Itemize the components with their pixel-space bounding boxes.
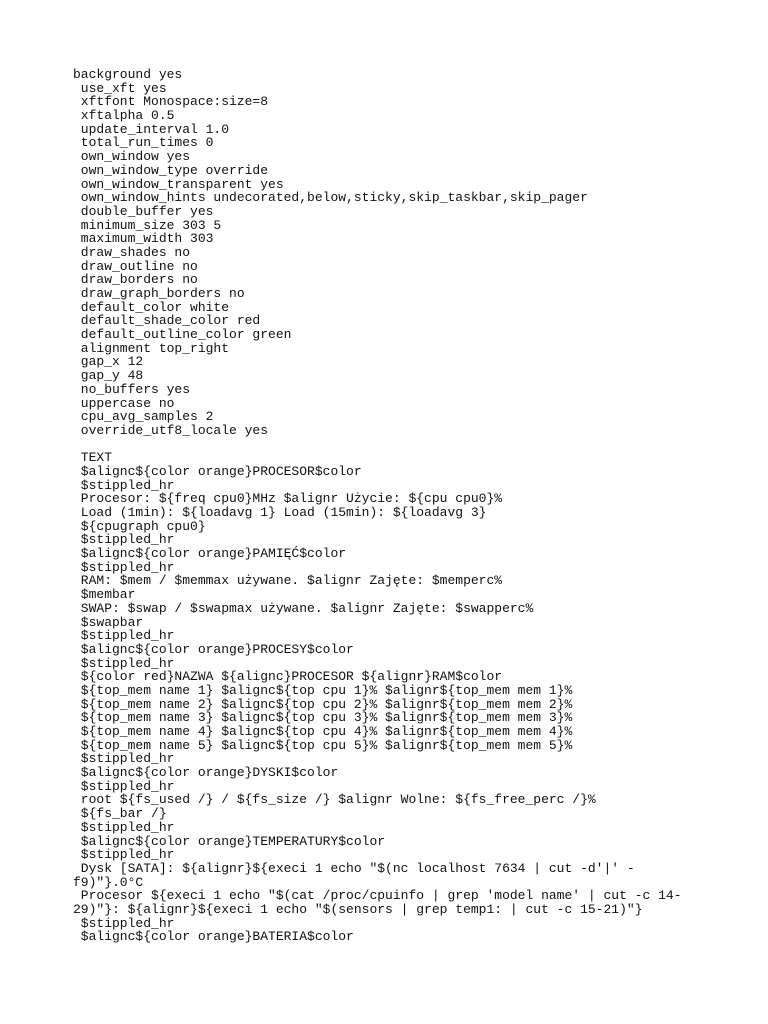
text-line: $alignc${color orange}DYSKI$color xyxy=(73,765,339,781)
text-line: ${top_mem name 1} $alignc${top cpu 1}% $alignr${top_mem mem 1}% xyxy=(73,682,573,698)
text-line: $stippled_hr xyxy=(73,559,175,575)
text-line: f9)"}.0°C xyxy=(73,874,144,890)
text-line: own_window_hints undecorated,below,sticky,skip_taskbar,skip_pager xyxy=(73,190,588,206)
blank-line xyxy=(73,438,753,452)
text-line: Dysk [SATA]: ${alignr}${execi 1 echo "$(nc localhost 7634 | cut -d'|' - xyxy=(73,860,635,876)
text-block xyxy=(73,451,753,944)
text-line: $stippled_hr xyxy=(73,751,175,767)
text-line: double_buffer yes xyxy=(73,203,214,219)
text-line: cpu_avg_samples 2 xyxy=(73,409,214,425)
text-line: TEXT xyxy=(73,450,113,466)
text-line: Load (1min): ${loadavg 1} Load (15min): ${loadavg 3} xyxy=(73,505,487,520)
text-line: $alignc${color orange}TEMPERATURY$color xyxy=(73,833,386,849)
text-line: draw_shades no xyxy=(73,244,191,260)
text-line: background yes xyxy=(73,67,183,82)
text-line: $alignc${color orange}PROCESY$color xyxy=(73,641,354,657)
text-line: update_interval 1.0 xyxy=(73,121,230,137)
text-line: maximum_width 303 xyxy=(73,231,214,247)
text-line: $stippled_hr xyxy=(73,532,175,548)
text-line: gap_x 12 xyxy=(73,354,144,370)
text-line: own_window_transparent yes xyxy=(73,176,284,192)
text-line: default_outline_color green xyxy=(73,327,292,343)
text-line: SWAP: $swap / $swapmax używane. $alignr Zajęte: $swapperc% xyxy=(73,600,534,616)
text-line: use_xft yes xyxy=(73,80,167,96)
text-line: $stippled_hr xyxy=(73,628,175,644)
text-line: $stippled_hr xyxy=(73,778,175,794)
text-line: root ${fs_used /} / ${fs_size /} $alignr Wolne: ${fs_free_perc /}% xyxy=(73,792,596,808)
text-line: $alignc${color orange}PAMIĘĆ$color xyxy=(73,546,347,562)
text-line: $stippled_hr xyxy=(73,655,175,671)
text-line: gap_y 48 xyxy=(73,368,144,384)
text-line: draw_graph_borders no xyxy=(73,286,245,301)
text-line: $swapbar xyxy=(73,614,144,630)
text-line: xftfont Monospace:size=8 xyxy=(73,94,269,110)
text-line: minimum_size 303 5 xyxy=(73,217,222,233)
text-line: own_window_type override xyxy=(73,162,269,178)
text-line: Procesor ${execi 1 echo "$(cat /proc/cpuinfo | grep 'model name' | cut -c 14- xyxy=(73,888,682,904)
text-line: 29)"}: ${alignr}${execi 1 echo "$(sensors | grep temp1: | cut -c 15-21)"} xyxy=(73,901,643,917)
text-line: ${top_mem name 4} $alignc${top cpu 4}% $alignr${top_mem mem 4}% xyxy=(73,724,573,739)
text-line: Procesor: ${freq cpu0}MHz $alignr Użycie: ${cpu cpu0}% xyxy=(73,491,503,507)
text-line: ${top_mem name 2} $alignc${top cpu 2}% $alignr${top_mem mem 2}% xyxy=(73,696,573,712)
text-line: ${fs_bar /} xyxy=(73,806,167,822)
text-line: ${color red}NAZWA ${alignc}PROCESOR ${alignr}RAM$color xyxy=(73,669,503,685)
text-line: uppercase no xyxy=(73,395,175,411)
config-block xyxy=(73,68,753,438)
text-line: $alignc${color orange}PROCESOR$color xyxy=(73,463,362,479)
text-line: xftalpha 0.5 xyxy=(73,108,175,124)
text-line: default_color white xyxy=(73,299,230,315)
text-line: $stippled_hr xyxy=(73,915,175,931)
text-line: draw_outline no xyxy=(73,258,198,274)
text-line: total_run_times 0 xyxy=(73,135,214,151)
text-line: ${top_mem name 3} $alignc${top cpu 3}% $alignr${top_mem mem 3}% xyxy=(73,710,573,726)
text-line: no_buffers yes xyxy=(73,381,191,397)
text-line: ${top_mem name 5} $alignc${top cpu 5}% $alignr${top_mem mem 5}% xyxy=(73,737,573,753)
text-line: RAM: $mem / $memmax używane. $alignr Zajęte: $memperc% xyxy=(73,573,503,589)
text-line: $stippled_hr xyxy=(73,819,175,835)
text-line: override_utf8_locale yes xyxy=(73,422,269,438)
text-line: $membar xyxy=(73,587,136,603)
text-line: own_window yes xyxy=(73,149,191,165)
text-line: $stippled_hr xyxy=(73,847,175,863)
text-line: $alignc${color orange}BATERIA$color xyxy=(73,929,354,945)
text-line: alignment top_right xyxy=(73,340,230,356)
text-line: $stippled_hr xyxy=(73,477,175,493)
text-line: ${cpugraph cpu0} xyxy=(73,518,206,534)
text-line: default_shade_color red xyxy=(73,313,261,329)
text-line: draw_borders no xyxy=(73,272,198,288)
document-page xyxy=(73,68,753,944)
